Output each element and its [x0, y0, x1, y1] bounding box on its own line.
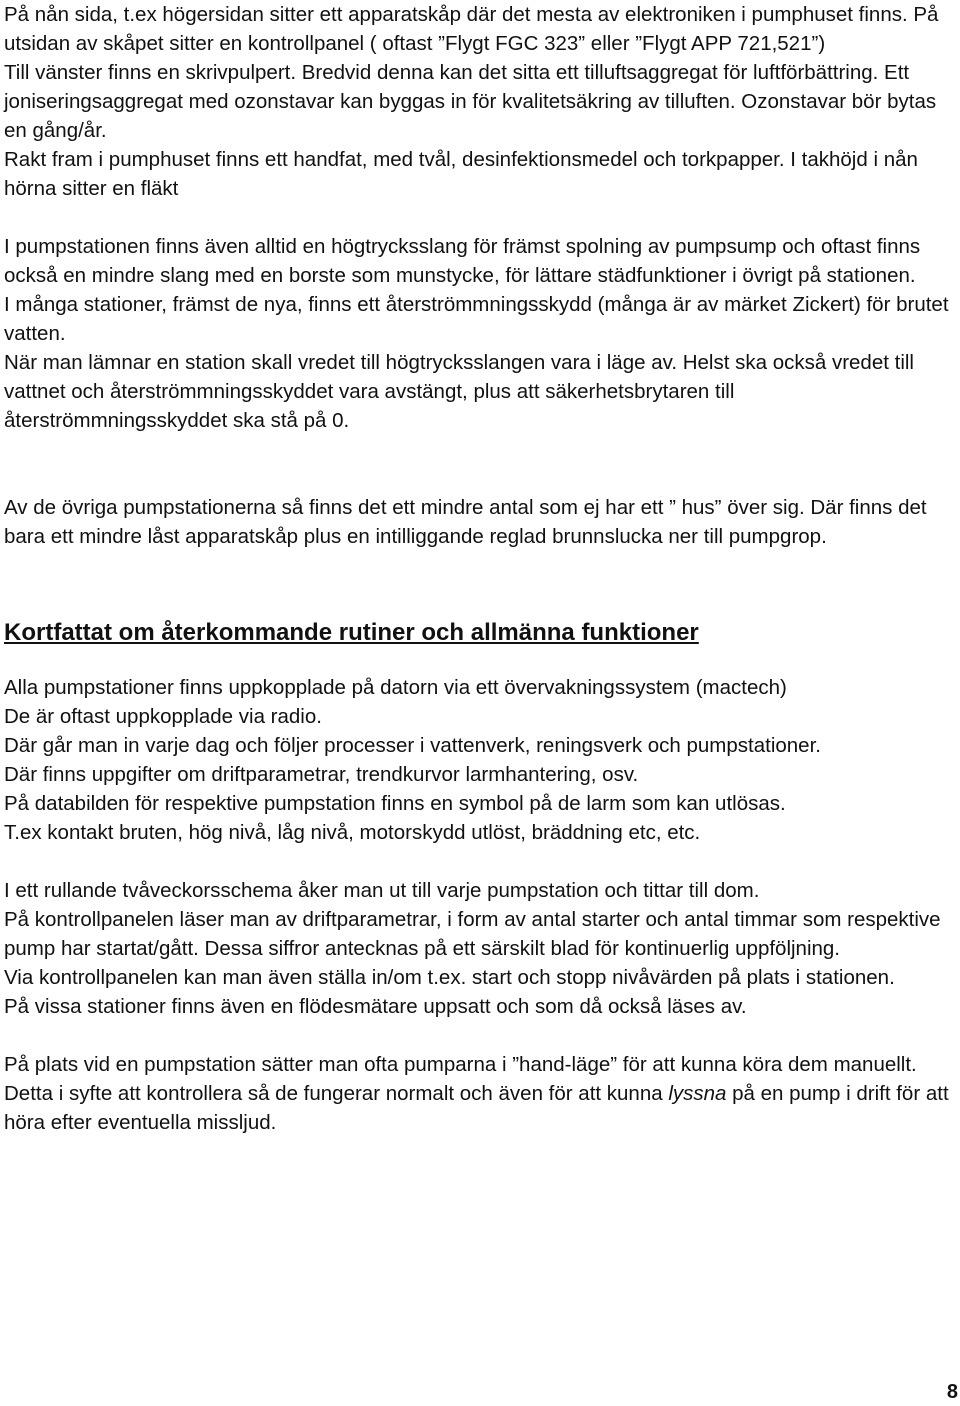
paragraph-group-pumphouse	[4, 0, 954, 203]
paragraph-leaving-station: När man lämnar en station skall vredet till högtrycksslangen vara i läge av. Helst ska också vredet till vattnet och återströmmningsskyddet vara avstängt, plus att säkerhetsbrytaren till återströmmningsskyddet ska stå på 0.	[4, 351, 914, 432]
document-page	[4, 0, 954, 1137]
paragraph-cabinet: På nån sida, t.ex högersidan sitter ett apparatskåp där det mesta av elektroniken i pumphuset finns. På utsidan av skåpet sitter en kontrollpanel ( oftast ”Flygt FGC 323” eller ”Flygt APP 721,521”)	[4, 3, 939, 55]
paragraph-radio: De är oftast uppkopplade via radio.	[4, 705, 322, 728]
spacer	[4, 847, 954, 876]
paragraph-daily-check: Där går man in varje dag och följer processer i vattenverk, reningsverk och pumpstationer.	[4, 734, 821, 757]
hand-mode-text-italic: lyssna	[668, 1082, 727, 1105]
paragraph-washbasin: Rakt fram i pumphuset finns ett handfat, med tvål, desinfektionsmedel och torkpapper. I takhöjd i nån hörna sitter en fläkt	[4, 148, 918, 200]
paragraph-rolling-schedule: I ett rullande tvåveckorsschema åker man ut till varje pumpstation och tittar till dom.	[4, 879, 760, 902]
paragraph-alarm-symbols: På databilden för respektive pumpstation finns en symbol på de larm som kan utlösas.	[4, 792, 786, 815]
paragraph-monitoring-system: Alla pumpstationer finns uppkopplade på datorn via ett övervakningssystem (mactech)	[4, 676, 787, 699]
section-heading: Kortfattat om återkommande rutiner och allmänna funktioner	[4, 619, 699, 646]
hand-mode-text-end: på en pump i drift för att höra efter eventuella missljud.	[4, 1082, 949, 1134]
spacer	[4, 1021, 954, 1050]
paragraph-group-hoses	[4, 232, 954, 435]
paragraph-parameters: Där finns uppgifter om driftparametrar, trendkurvor larmhantering, osv.	[4, 763, 639, 786]
paragraph-group-schedule	[4, 876, 954, 1021]
paragraph-desk-ventilation: Till vänster finns en skrivpulpert. Bredvid denna kan det sitta ett tilluftsaggregat för luftförbättring. Ett joniseringsaggregat med ozonstavar kan byggas in för kvalitetsäkring av tilluften. Ozonstavar bör bytas en gång/år.	[4, 61, 937, 142]
paragraph-level-settings: Via kontrollpanelen kan man även ställa in/om t.ex. start och stopp nivåvärden på plats i stationen.	[4, 966, 895, 989]
paragraph-control-panel-reading: På kontrollpanelen läser man av driftparametrar, i form av antal starter och antal timmar som respektive pump har startat/gått. Dessa siffror antecknas på ett särskilt blad för kontinuerlig uppföljning.	[4, 908, 941, 960]
spacer	[4, 551, 954, 609]
paragraph-backflow-protection: I många stationer, främst de nya, finns ett återströmmningsskydd (många är av märket Zickert) för brutet vatten.	[4, 293, 949, 345]
hand-mode-text-start: På plats vid en pumpstation sätter man ofta pumparna i ”hand-läge” för att kunna köra dem manuellt. Detta i syfte att kontrollera så de fungerar normalt och även för att kunna	[4, 1053, 917, 1105]
spacer	[4, 435, 954, 493]
paragraph-group-manual-mode	[4, 1050, 954, 1137]
paragraph-group-monitoring	[4, 673, 954, 847]
paragraph-high-pressure-hose: I pumpstationen finns även alltid en högtrycksslang för främst spolning av pumpsump och oftast finns också en mindre slang med en borste som munstycke, för lättare städfunktioner i övrigt på stationen.	[4, 235, 921, 287]
paragraph-flow-meter: På vissa stationer finns även en flödesmätare uppsatt och som då också läses av.	[4, 995, 747, 1018]
page-number: 8	[946, 1381, 958, 1403]
paragraph-hand-mode	[4, 1050, 954, 1137]
spacer	[4, 203, 954, 232]
paragraph-group-other-stations	[4, 493, 954, 551]
paragraph-other-stations: Av de övriga pumpstationerna så finns det ett mindre antal som ej har ett ” hus” över sig. Där finns det bara ett mindre låst apparatskåp plus en intilliggande reglad brunnslucka ner till pumpgrop.	[4, 496, 927, 548]
paragraph-alarm-examples: T.ex kontakt bruten, hög nivå, låg nivå, motorskydd utlöst, bräddning etc, etc.	[4, 821, 701, 844]
